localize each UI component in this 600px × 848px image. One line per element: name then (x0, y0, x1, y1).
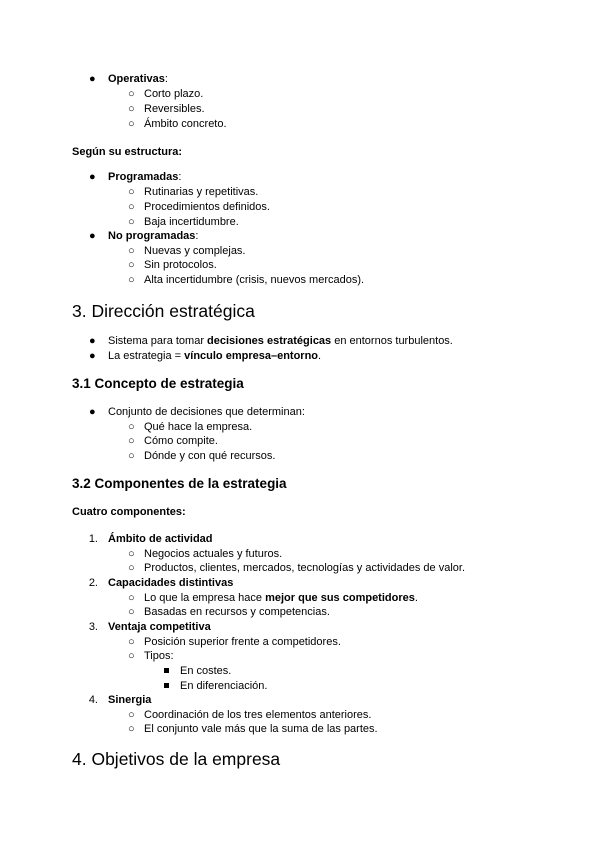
bullet-circle: ○ (128, 88, 135, 100)
bullet-circle: ○ (128, 723, 135, 735)
section-heading-3-1: 3.1 Concepto de estrategia (72, 376, 244, 391)
list-subitem: Baja incertidumbre. (144, 216, 239, 228)
bullet-dot: ● (89, 350, 96, 362)
list-subsubitem: En costes. (180, 665, 232, 677)
bullet-dot: ● (89, 406, 96, 418)
list-item: La estrategia = vínculo empresa–entorno. (108, 350, 322, 362)
bullet-dot: ● (89, 335, 96, 347)
list-subitem: Negocios actuales y futuros. (144, 548, 283, 560)
list-subitem: Qué hace la empresa. (144, 421, 253, 433)
list-subitem: Posición superior frente a competidores. (144, 636, 341, 648)
bullet-circle: ○ (128, 245, 135, 257)
list-number: 3. (88, 621, 98, 633)
section-heading-3-2: 3.2 Componentes de la estrategia (72, 476, 287, 491)
list-subitem: Sin protocolos. (144, 259, 217, 271)
list-subitem: Tipos: (144, 650, 174, 662)
list-item-no-programadas: No programadas: (108, 230, 199, 242)
bullet-square (164, 668, 169, 673)
bullet-circle: ○ (128, 709, 135, 721)
list-subitem: Reversibles. (144, 103, 205, 115)
bullet-circle: ○ (128, 592, 135, 604)
bullet-circle: ○ (128, 435, 135, 447)
bullet-circle: ○ (128, 201, 135, 213)
bullet-circle: ○ (128, 186, 135, 198)
bullet-circle: ○ (128, 421, 135, 433)
bullet-circle: ○ (128, 450, 135, 462)
list-number: 2. (88, 577, 98, 589)
list-item-programadas: Programadas: (108, 171, 182, 183)
bullet-dot: ● (89, 230, 96, 242)
bullet-dot: ● (89, 171, 96, 183)
list-subitem: Productos, clientes, mercados, tecnologías y actividades de valor. (144, 562, 466, 574)
section-heading-4: 4. Objetivos de la empresa (72, 749, 281, 769)
bullet-circle: ○ (128, 650, 135, 662)
component-label: Capacidades distintivas (108, 577, 234, 589)
list-subitem: Lo que la empresa hace mejor que sus competidores. (144, 592, 418, 604)
list-item: Conjunto de decisiones que determinan: (108, 406, 305, 418)
bullet-circle: ○ (128, 103, 135, 115)
bullet-dot: ● (89, 73, 96, 85)
list-subitem: Dónde y con qué recursos. (144, 450, 276, 462)
list-number: 1. (88, 533, 98, 545)
bullet-circle: ○ (128, 548, 135, 560)
list-subitem: Cómo compite. (144, 435, 218, 447)
section-subheading: Según su estructura: (72, 146, 183, 158)
bullet-circle: ○ (128, 562, 135, 574)
list-number: 4. (88, 694, 98, 706)
bullet-circle: ○ (128, 606, 135, 618)
list-subitem: Rutinarias y repetitivas. (144, 186, 259, 198)
list-item-operativas: Operativas: (108, 73, 168, 85)
component-label: Ventaja competitiva (108, 621, 211, 633)
list-subitem: Ámbito concreto. (144, 118, 227, 130)
bullet-circle: ○ (128, 216, 135, 228)
list-subsubitem: En diferenciación. (180, 680, 268, 692)
list-subitem: Alta incertidumbre (crisis, nuevos mercados). (144, 274, 365, 286)
list-item: Sistema para tomar decisiones estratégicas en entornos turbulentos. (108, 335, 453, 347)
list-subitem: Basadas en recursos y competencias. (144, 606, 330, 618)
component-label: Sinergia (108, 694, 152, 706)
bullet-circle: ○ (128, 636, 135, 648)
section-subheading: Cuatro componentes: (72, 506, 186, 518)
bullet-circle: ○ (128, 274, 135, 286)
section-heading-3: 3. Dirección estratégica (72, 301, 255, 321)
bullet-circle: ○ (128, 118, 135, 130)
bullet-square (164, 683, 169, 688)
list-subitem: El conjunto vale más que la suma de las partes. (144, 723, 378, 735)
list-subitem: Corto plazo. (144, 88, 204, 100)
bullet-circle: ○ (128, 259, 135, 271)
list-subitem: Coordinación de los tres elementos anteriores. (144, 709, 372, 721)
list-subitem: Nuevas y complejas. (144, 245, 246, 257)
component-label: Ámbito de actividad (108, 533, 213, 545)
list-subitem: Procedimientos definidos. (144, 201, 270, 213)
